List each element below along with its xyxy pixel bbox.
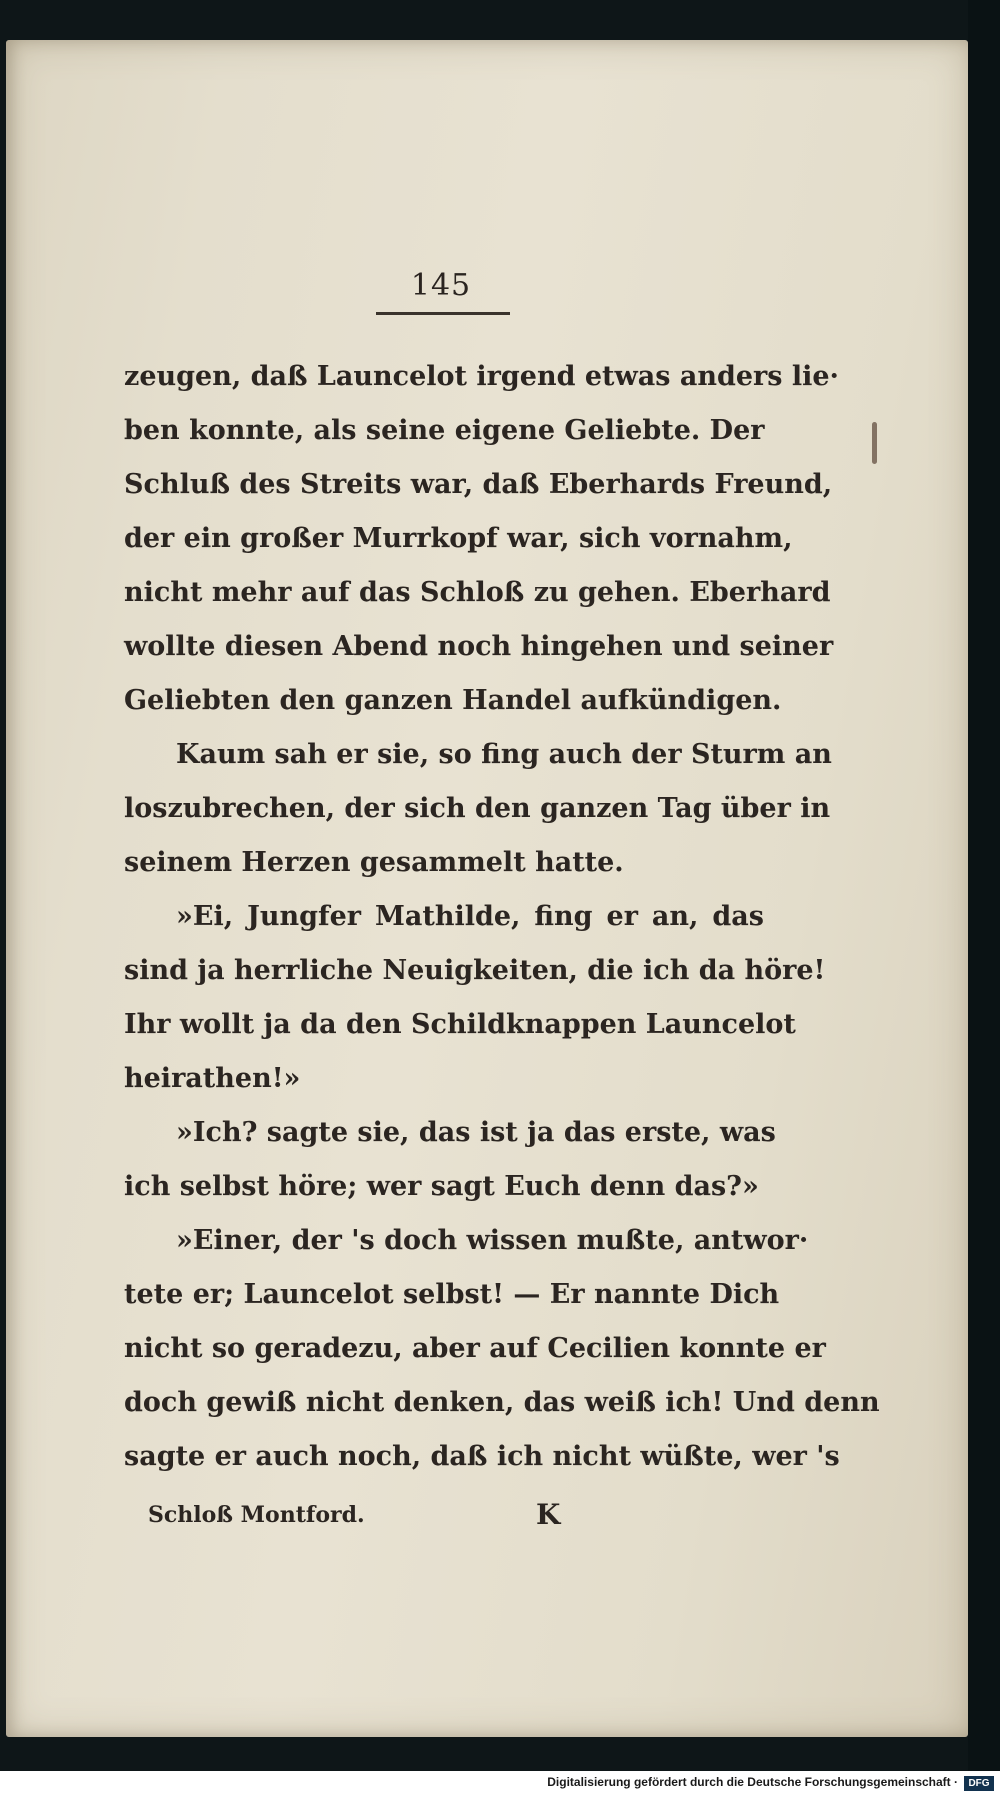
page-number: 145	[410, 268, 472, 303]
text-line: sagte er auch noch, daß ich nicht wüßte, wer 's	[124, 1441, 840, 1472]
text-line: heirathen!»	[124, 1063, 301, 1094]
text-line: »Ei, Jungfer Mathilde, fing er an, das	[176, 901, 764, 932]
dfg-logo: DFG	[964, 1776, 994, 1791]
header-rule	[376, 312, 510, 315]
funding-notice-text: Digitalisierung gefördert durch die Deutsche Forschungsgemeinschaft ·	[547, 1775, 958, 1789]
text-line: Schluß des Streits war, daß Eberhards Freund,	[124, 469, 833, 500]
text-line: nicht so geradezu, aber auf Cecilien konnte er	[124, 1333, 826, 1364]
text-line: loszubrechen, der sich den ganzen Tag über in	[124, 793, 831, 824]
scan-background	[968, 0, 1000, 1797]
text-line: Geliebten den ganzen Handel aufkündigen.	[124, 685, 782, 716]
margin-mark	[872, 422, 877, 464]
funding-notice-bar	[0, 1771, 1000, 1797]
text-line: doch gewiß nicht denken, das weiß ich! Und denn	[124, 1387, 880, 1418]
text-line: »Ich? sagte sie, das ist ja das erste, was	[176, 1117, 776, 1148]
text-line: nicht mehr auf das Schloß zu gehen. Eberhard	[124, 577, 831, 608]
text-line: seinem Herzen gesammelt hatte.	[124, 847, 624, 878]
text-line: ben konnte, als seine eigene Geliebte. Der	[124, 415, 765, 446]
text-line: Kaum sah er sie, so fing auch der Sturm an	[176, 739, 832, 770]
text-line: »Einer, der 's doch wissen mußte, antwor·	[176, 1225, 809, 1256]
printer-signature: Schloß Montford.	[148, 1502, 365, 1528]
text-line: ich selbst höre; wer sagt Euch denn das?»	[124, 1171, 759, 1202]
text-line: wollte diesen Abend noch hingehen und seiner	[124, 631, 834, 662]
gathering-mark: K	[536, 1498, 561, 1531]
text-line: Ihr wollt ja da den Schildknappen Launcelot	[124, 1009, 796, 1040]
text-line: der ein großer Murrkopf war, sich vornahm,	[124, 523, 793, 554]
body-text	[124, 350, 880, 1484]
text-line: tete er; Launcelot selbst! — Er nannte Dich	[124, 1279, 780, 1310]
book-page	[6, 40, 968, 1737]
text-line: zeugen, daß Launcelot irgend etwas anders lie·	[124, 361, 839, 392]
text-line: sind ja herrliche Neuigkeiten, die ich da höre!	[124, 955, 826, 986]
